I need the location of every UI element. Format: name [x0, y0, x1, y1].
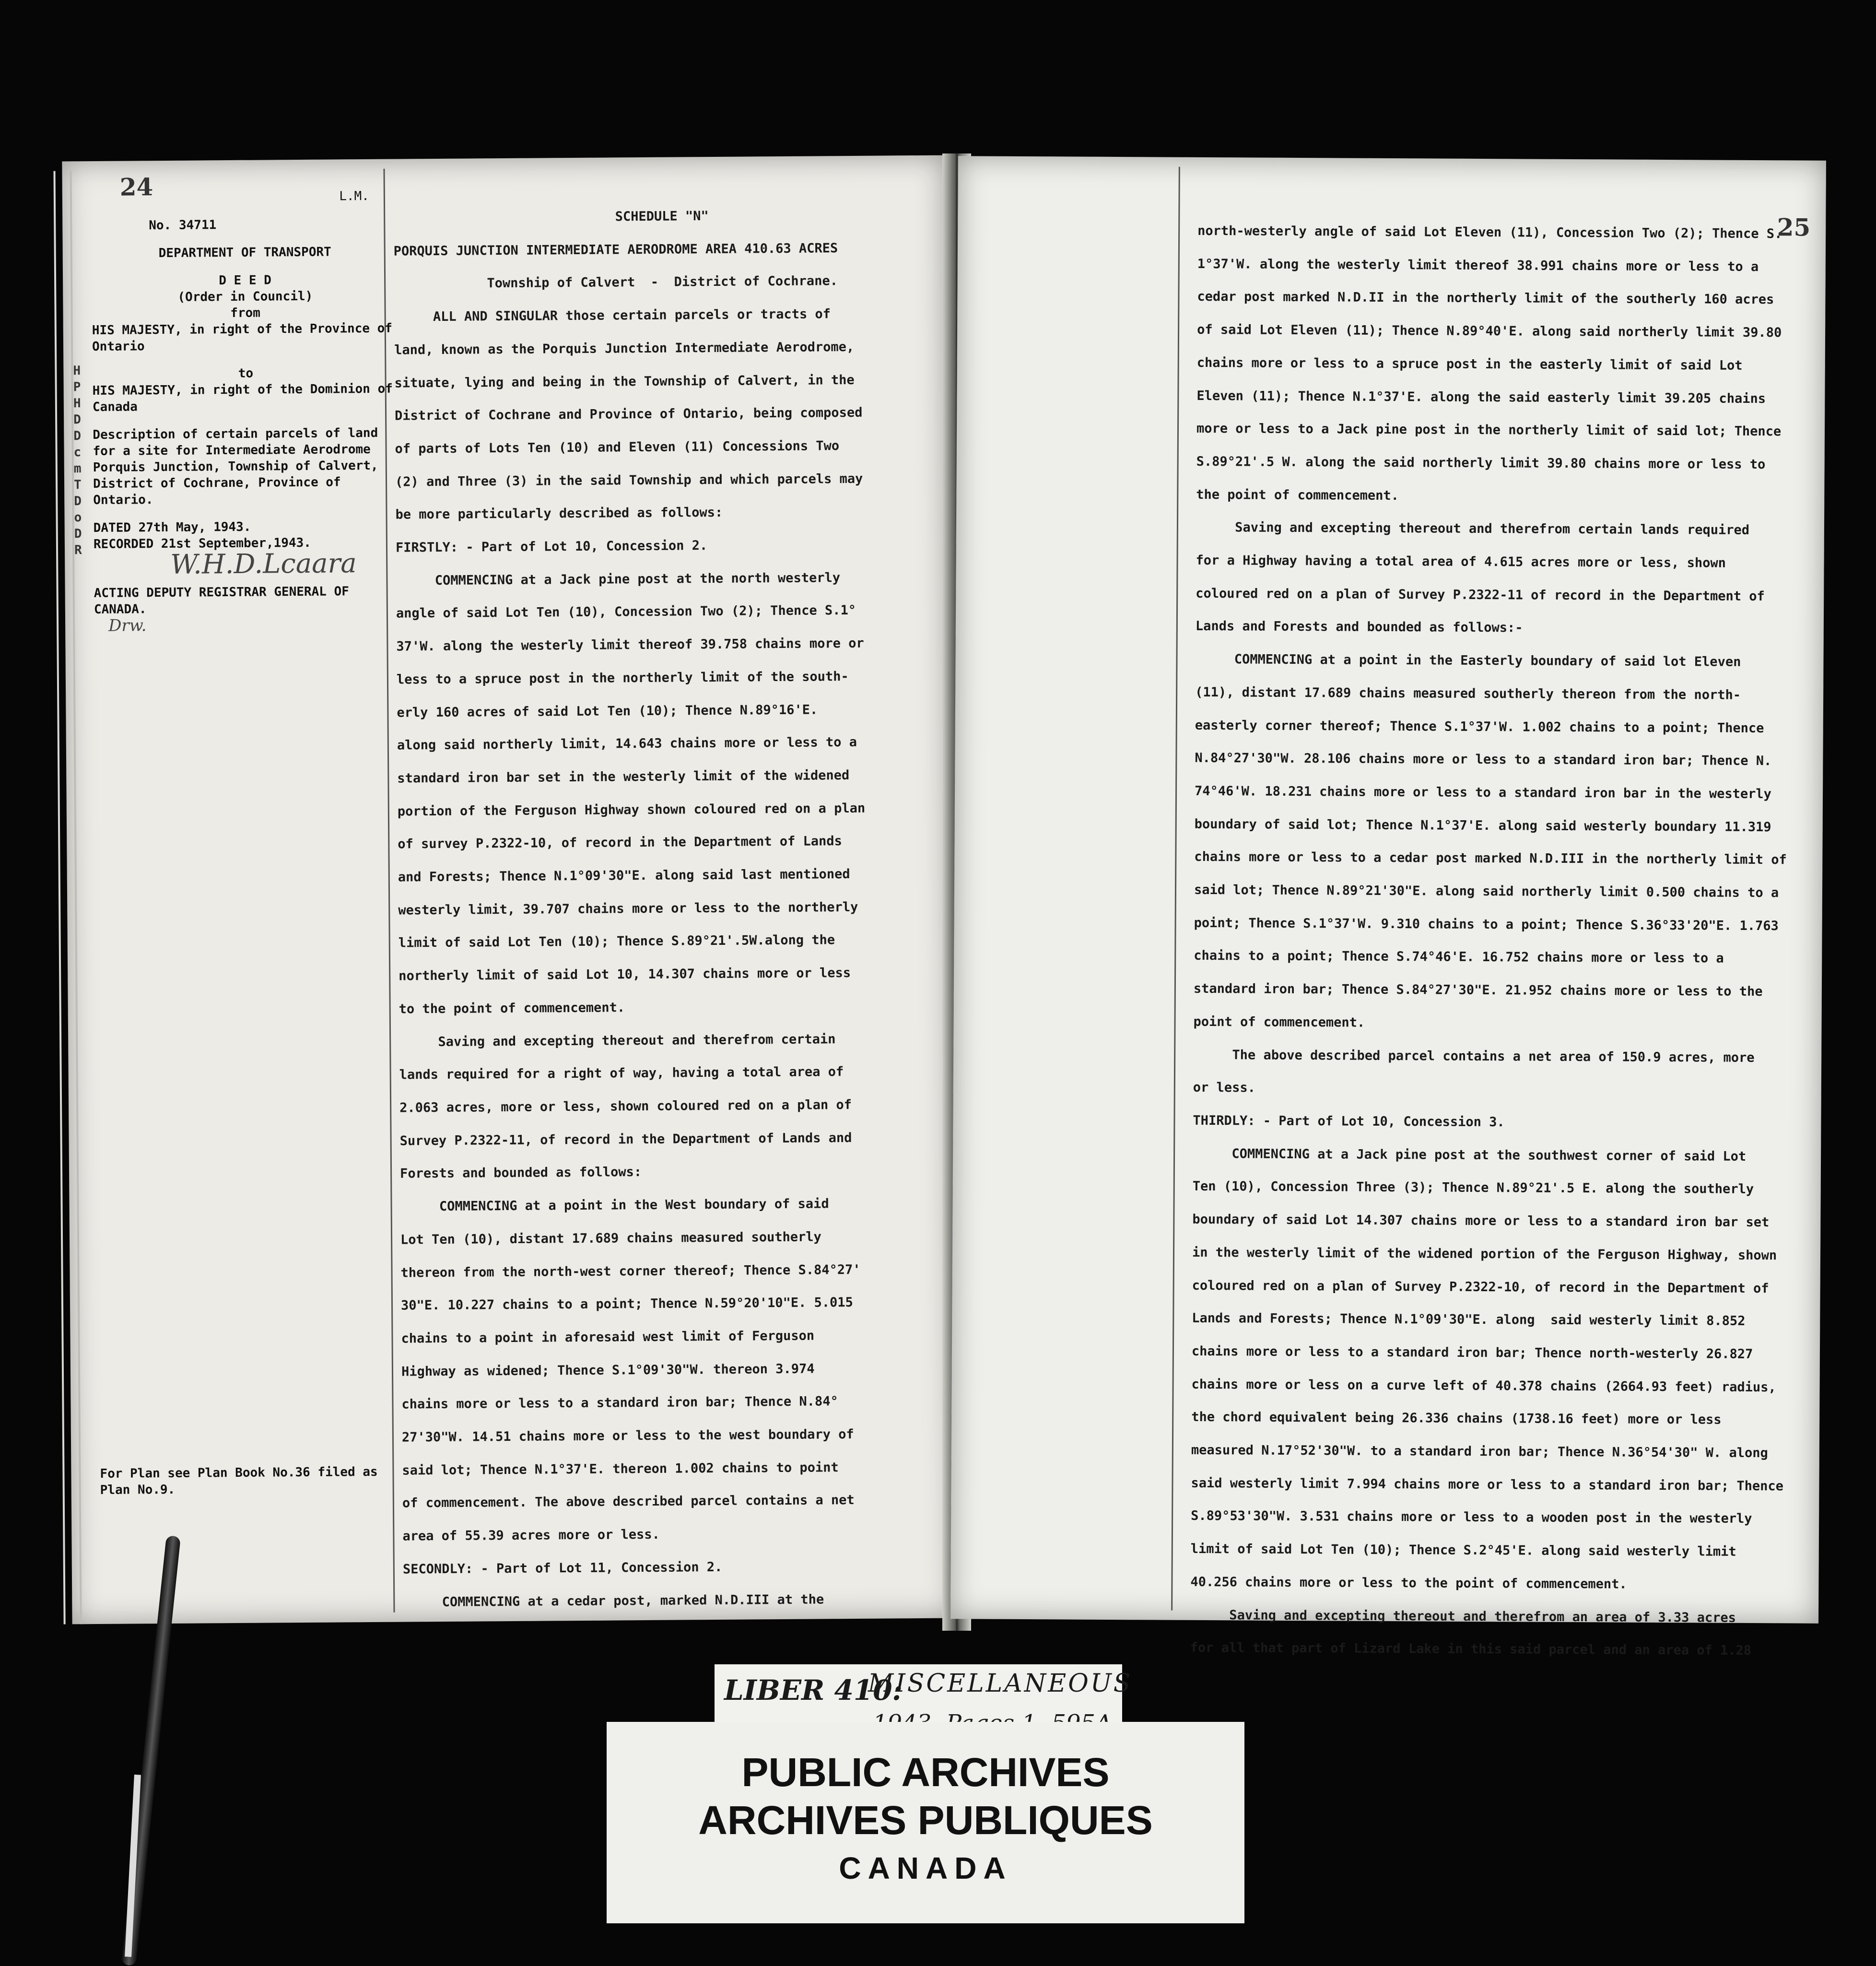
text-line: Saving and excepting thereout and therefrom certain — [399, 1031, 836, 1050]
text-line: boundary of said lot; Thence N.1°37'E. along said westerly boundary 11.319 — [1194, 816, 1771, 835]
text-line: northerly limit of said Lot 10, 14.307 chains more or less — [399, 965, 851, 984]
text-line: N.84°27'30"W. 28.106 chains more or less to a standard iron bar; Thence N. — [1195, 751, 1772, 769]
text-line: of survey P.2322-10, of record in the Department of Lands — [398, 834, 842, 852]
text-line: area of 55.39 acres more or less. — [402, 1527, 660, 1544]
text-line: 27'30"W. 14.51 chains more or less to the west boundary of — [401, 1427, 854, 1445]
schedule-subheading: Township of Calvert - District of Cochrane. — [487, 273, 838, 291]
text-line: limit of said Lot Ten (10); Thence S.89°21'.5W.along the — [398, 932, 835, 951]
archives-english: PUBLIC ARCHIVES — [741, 1750, 1110, 1795]
text-line: point; Thence S.1°37'W. 9.310 chains to a point; Thence S.36°33'20"E. 1.763 — [1194, 915, 1779, 934]
text-line: Highway as widened; Thence S.1°09'30"W. thereon 3.974 — [401, 1361, 815, 1379]
text-line: ALL AND SINGULAR those certain parcels or tracts of — [394, 306, 831, 325]
text-line: S.89°21'.5 W. along the said northerly limit 39.80 chains more or less to — [1196, 454, 1766, 472]
text-line: (2) and Three (3) in the said Township and which parcels may — [395, 471, 863, 490]
grantee: HIS MAJESTY, in right of the Dominion of Canada — [92, 381, 393, 415]
text-line: standard iron bar set in the westerly limit of the widened — [397, 767, 850, 786]
text-line: said lot; Thence N.89°21'30"E. along said northerly limit 0.500 chains to a — [1194, 882, 1779, 901]
text-line: COMMENCING at a Jack pine post at the southwest corner of said Lot — [1193, 1146, 1747, 1164]
text-line: standard iron bar; Thence S.84°27'30"E. 21.952 chains more or less to the — [1193, 981, 1763, 1000]
dated-line: DATED 27th May, 1943. — [93, 519, 251, 536]
text-line: Ten (10), Concession Three (3); Thence N.89°21'.5 E. along the southerly — [1192, 1179, 1754, 1197]
text-line: said lot; Thence N.1°37'E. thereon 1.002 chains to point — [402, 1460, 839, 1478]
text-line: Lands and Forests; Thence N.1°09'30"E. along said westerly limit 8.852 — [1192, 1311, 1746, 1329]
text-line: District of Cochrane and Province of Ontario, being composed — [394, 405, 863, 424]
right-text-lines — [1190, 215, 1817, 1668]
text-line: The above described parcel contains a net area of 150.9 acres, more — [1193, 1047, 1755, 1065]
text-line: coloured red on a plan of Survey P.2322-11 of record in the Department of — [1196, 586, 1765, 604]
text-line: COMMENCING at a cedar post, marked N.D.III at the — [403, 1591, 824, 1610]
schedule-title: SCHEDULE "N" — [615, 209, 709, 224]
text-line: (11), distant 17.689 chains measured southerly thereon from the north- — [1195, 684, 1741, 703]
text-line: coloured red on a plan of Survey P.2322-10, of record in the Department of — [1192, 1278, 1769, 1296]
text-line: 74°46'W. 18.231 chains more or less to a standard iron bar in the westerly — [1194, 783, 1772, 802]
text-line: easterly corner thereof; Thence S.1°37'W. 1.002 chains to a point; Thence — [1195, 718, 1764, 736]
text-line: chains to a point; Thence S.74°46'E. 16.752 chains more or less to a — [1194, 948, 1724, 966]
text-line: Saving and excepting thereout and therefrom an area of 3.33 acres — [1190, 1607, 1736, 1625]
text-line: along said northerly limit, 14.643 chains more or less to a — [397, 735, 857, 753]
text-line: cedar post marked N.D.II in the northerly limit of the southerly 160 acres — [1197, 289, 1774, 307]
text-line: 40.256 chains more or less to the point of commencement. — [1190, 1574, 1627, 1592]
text-line: 1°37'W. along the westerly limit thereof 38.991 chains more or less to a — [1197, 256, 1759, 274]
text-line: COMMENCING at a point in the Easterly boundary of said lot Eleven — [1195, 652, 1741, 670]
deed-number: No. 34711 — [149, 218, 217, 233]
text-line: Survey P.2322-11, of record in the Department of Lands and — [399, 1130, 852, 1149]
text-line: COMMENCING at a point in the West boundary of said — [400, 1196, 829, 1214]
text-line: point of commencement. — [1193, 1014, 1365, 1030]
order-in-council: (Order in Council) — [177, 289, 313, 305]
marginal-letters: H P H D D c m T D o D R — [73, 364, 82, 558]
liber-number: LIBER 410: — [724, 1674, 903, 1707]
text-line: S.89°53'30"W. 3.531 chains more or less to a wooden post in the westerly — [1191, 1508, 1752, 1527]
text-line: chains to a point in aforesaid west limit of Ferguson — [401, 1328, 815, 1346]
text-line: less to a spruce post in the northerly limit of the south- — [396, 669, 849, 687]
text-line: westerly limit, 39.707 chains more or less to the northerly — [398, 899, 858, 918]
text-line: north-westerly angle of said Lot Eleven (11), Concession Two (2); Thence S. — [1197, 223, 1782, 242]
margin-rule-right — [1171, 167, 1180, 1611]
text-line: or less. — [1193, 1080, 1255, 1095]
text-line: boundary of said Lot 14.307 chains more or less to a standard iron bar set — [1192, 1212, 1770, 1230]
text-line: Saving and excepting thereout and therefrom certain lands required — [1196, 520, 1750, 538]
text-line: COMMENCING at a Jack pine post at the north westerly — [396, 570, 841, 589]
text-line: erly 160 acres of said Lot Ten (10); Thence N.89°16'E. — [397, 702, 818, 720]
text-line: THIRDLY: - Part of Lot 10, Concession 3. — [1193, 1113, 1505, 1130]
parcel-description: Description of certain parcels of land for a site for Intermediate Aerodrome Porquis Junction, Township of Calvert, District of Cochrane, Province of Ontario. — [93, 425, 378, 508]
text-line: measured N.17°52'30"W. to a standard iron bar; Thence N.36°54'30" W. along — [1191, 1442, 1768, 1461]
text-line: angle of said Lot Ten (10), Concession Two (2); Thence S.1° — [396, 603, 856, 622]
text-line: chains more or less to a standard iron bar; Thence north-westerly 26.827 — [1191, 1343, 1753, 1362]
recorded-line: RECORDED 21st September,1943. — [93, 535, 311, 552]
deed-label: D E E D — [219, 273, 272, 288]
text-line: of said Lot Eleven (11); Thence N.89°40'E. along said northerly limit 39.80 — [1197, 322, 1782, 341]
page-number-left: 24 — [119, 173, 153, 201]
text-line: chains more or less on a curve left of 40.378 chains (2664.93 feet) radius, — [1191, 1377, 1776, 1395]
left-page-body — [393, 199, 940, 1619]
text-line: 2.063 acres, more or less, shown coloured red on a plan of — [399, 1097, 852, 1116]
left-text-lines — [394, 297, 940, 1619]
from-label: from — [230, 306, 261, 321]
text-line: of parts of Lots Ten (10) and Eleven (11) Concessions Two — [395, 438, 840, 457]
text-line: for all that part of Lizard Lake in this said parcel and an area of 1.28 — [1190, 1640, 1752, 1659]
text-line: FIRSTLY: - Part of Lot 10, Concession 2. — [395, 538, 708, 555]
text-line: the point of commencement. — [1196, 487, 1399, 503]
text-line: land, known as the Porquis Junction Intermediate Aerodrome, — [394, 339, 855, 358]
text-line: limit of said Lot Ten (10); Thence S.2°45'E. along said westerly limit — [1190, 1541, 1736, 1559]
public-archives-label — [607, 1722, 1244, 1923]
text-line: for a Highway having a total area of 4.615 acres more or less, shown — [1196, 553, 1726, 571]
marginal-notes — [91, 188, 401, 634]
text-line: Lot Ten (10), distant 17.689 chains measured southerly — [400, 1229, 821, 1248]
text-line: 37'W. along the westerly limit thereof 39.758 chains more or — [396, 636, 864, 654]
registrar-title: ACTING DEPUTY REGISTRAR GENERAL OF CANADA. — [94, 584, 349, 617]
page-number-right: 25 — [1777, 213, 1811, 242]
text-line: chains more or less to a cedar post marked N.D.III in the northerly limit of — [1194, 849, 1787, 868]
text-line: lands required for a right of way, having a total area of — [399, 1064, 844, 1083]
plan-reference-note: For Plan see Plan Book No.36 filed as Plan No.9. — [100, 1464, 378, 1497]
right-page-body — [1190, 215, 1817, 1668]
text-line: Forests and bounded as follows: — [400, 1165, 642, 1181]
text-line: thereon from the north-west corner thereof; Thence S.84°27' — [400, 1262, 861, 1281]
text-line: Lands and Forests and bounded as follows:- — [1195, 619, 1523, 636]
to-label: to — [238, 366, 254, 381]
text-line: said westerly limit 7.994 chains more or less to a standard iron bar; Thence — [1191, 1475, 1784, 1494]
text-line: more or less to a Jack pine post in the northerly limit of said lot; Thence — [1196, 421, 1782, 439]
text-line: in the westerly limit of the widened portion of the Ferguson Highway, shown — [1192, 1245, 1777, 1263]
archives-french: ARCHIVES PUBLIQUES — [698, 1798, 1153, 1843]
text-line: and Forests; Thence N.1°09'30"E. along said last mentioned — [398, 867, 850, 885]
text-line: situate, lying and being in the Township of Calvert, in the — [394, 372, 855, 391]
right-page — [950, 156, 1826, 1659]
grantor: HIS MAJESTY, in right of the Province of Ontario — [92, 321, 393, 354]
text-line: portion of the Ferguson Highway shown coloured red on a plan — [397, 801, 866, 819]
text-line: chains more or less to a standard iron bar; Thence N.84° — [401, 1394, 838, 1412]
open-ledger-book — [67, 158, 1822, 1659]
left-page — [62, 155, 954, 1625]
lm-label: L.M. — [339, 188, 370, 204]
registrar-signature: W.H.D.Lcaara — [170, 548, 357, 580]
text-line: 30"E. 10.227 chains to a point; Thence N.59°20'10"E. 5.015 — [400, 1295, 853, 1313]
clerk-initials: Drw. — [108, 616, 147, 636]
text-line: of commencement. The above described parcel contains a net — [402, 1493, 855, 1511]
text-line: be more particularly described as follows: — [395, 505, 723, 522]
department: DEPARTMENT OF TRANSPORT — [158, 245, 331, 261]
text-line: the chord equivalent being 26.336 chains (1738.16 feet) more or less — [1191, 1410, 1722, 1427]
schedule-heading: PORQUIS JUNCTION INTERMEDIATE AERODROME AREA 410.63 ACRES — [393, 240, 838, 259]
liber-title: MISCELLANEOUS — [868, 1669, 1133, 1698]
text-line: to the point of commencement. — [399, 1000, 625, 1017]
text-line: chains more or less to a spruce post in the easterly limit of said Lot — [1196, 355, 1743, 373]
archives-country: CANADA — [839, 1851, 1012, 1885]
text-line: SECONDLY: - Part of Lot 11, Concession 2. — [402, 1559, 723, 1577]
text-line: Eleven (11); Thence N.1°37'E. along the said easterly limit 39.205 chains — [1196, 388, 1766, 406]
